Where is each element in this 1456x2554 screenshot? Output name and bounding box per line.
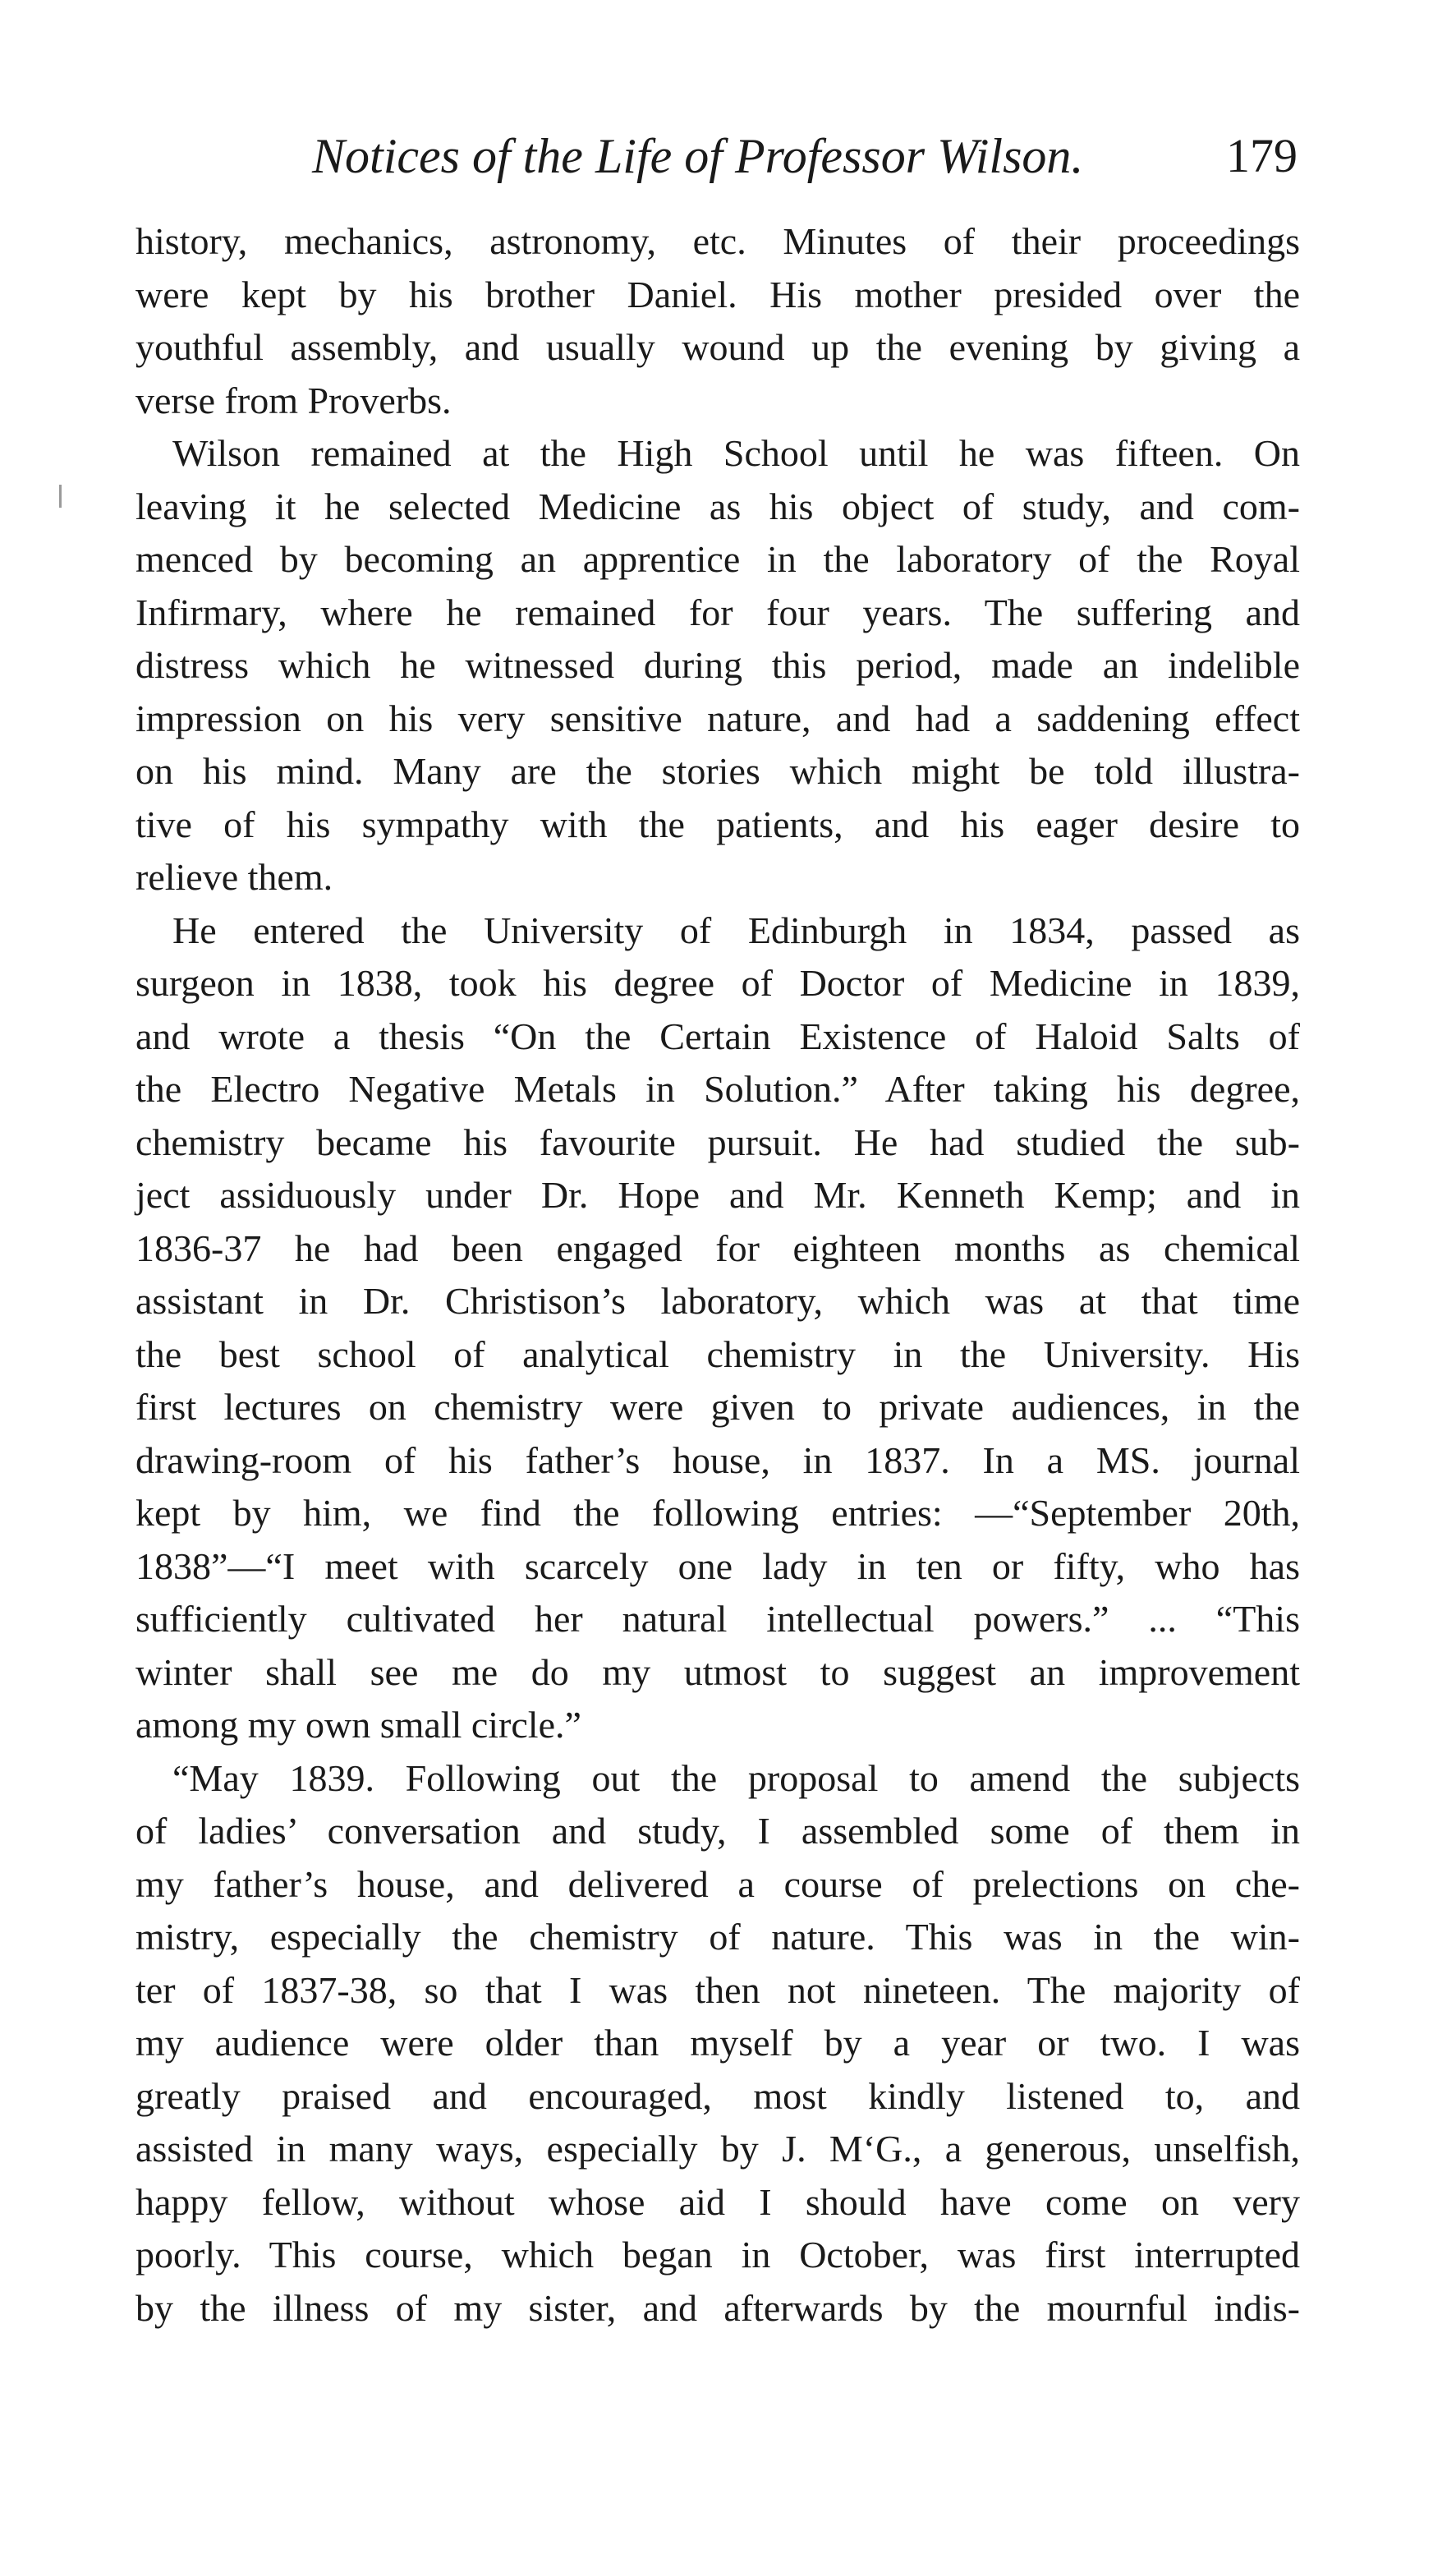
text-line: the Electro Negative Metals in Solution.” After taking his degree, bbox=[135, 1068, 1300, 1110]
text-line: relieve them. bbox=[135, 856, 333, 898]
text-line: the best school of analytical chemistry in the University. His bbox=[135, 1332, 1300, 1375]
text-line: chemistry became his favourite pursuit. He had studied the sub- bbox=[135, 1121, 1300, 1163]
text-line: surgeon in 1838, took his degree of Doctor of Medicine in 1839, bbox=[135, 962, 1300, 1004]
running-title: Notices of the Life of Professor Wilson. bbox=[312, 129, 1084, 183]
text-line: leaving it he selected Medicine as his object of study, and com- bbox=[135, 485, 1300, 527]
text-line: ject assiduously under Dr. Hope and Mr. Kenneth Kemp; and in bbox=[135, 1174, 1300, 1216]
text-line: assisted in many ways, especially by J. M‘G., a generous, unselfish, bbox=[135, 2128, 1300, 2170]
text-line: mistry, especially the chemistry of nature. This was in the win- bbox=[135, 1916, 1300, 1958]
text-line: were kept by his brother Daniel. His mother presided over the bbox=[135, 273, 1300, 315]
text-line: my audience were older than myself by a year or two. I was bbox=[135, 2022, 1300, 2064]
running-head bbox=[312, 119, 1314, 193]
text-line: drawing-room of his father’s house, in 1837. In a MS. journal bbox=[135, 1438, 1300, 1481]
text-line: 1836-37 he had been engaged for eighteen months as chemical bbox=[135, 1226, 1300, 1269]
text-line: happy fellow, without whose aid I should have come on very bbox=[135, 2180, 1300, 2223]
text-line: first lectures on chemistry were given to private audiences, in the bbox=[135, 1386, 1300, 1428]
text-line: menced by becoming an apprentice in the laboratory of the Royal bbox=[135, 538, 1300, 580]
text-line: on his mind. Many are the stories which might be told illustra- bbox=[135, 750, 1300, 792]
text-line: greatly praised and encouraged, most kindly listened to, and bbox=[135, 2074, 1300, 2117]
text-line: tive of his sympathy with the patients, and his eager desire to bbox=[135, 803, 1300, 845]
text-line: impression on his very sensitive nature, and had a saddening effect bbox=[135, 697, 1300, 739]
text-line: of ladies’ conversation and study, I assembled some of them in bbox=[135, 1810, 1300, 1852]
body-text bbox=[135, 215, 1300, 2335]
text-line: sufficiently cultivated her natural intellectual powers.” ... “This bbox=[135, 1598, 1300, 1640]
text-line: distress which he witnessed during this period, made an indelible bbox=[135, 644, 1300, 686]
text-line: assistant in Dr. Christison’s laboratory, which was at that time bbox=[135, 1280, 1300, 1322]
text-line: Infirmary, where he remained for four years. The suffering and bbox=[135, 591, 1300, 633]
text-line: poorly. This course, which began in October, was first interrupted bbox=[135, 2234, 1300, 2276]
text-line: winter shall see me do my utmost to suggest an improvement bbox=[135, 1650, 1300, 1693]
text-line: among my own small circle.” bbox=[135, 1704, 581, 1746]
text-line: history, mechanics, astronomy, etc. Minutes of their proceedings bbox=[135, 220, 1300, 262]
text-line: Wilson remained at the High School until he was fifteen. On bbox=[172, 432, 1300, 474]
text-line: my father’s house, and delivered a course of prelections on che- bbox=[135, 1862, 1300, 1905]
text-line: 1838”—“I meet with scarcely one lady in ten or fifty, who has bbox=[135, 1544, 1300, 1587]
text-line: youthful assembly, and usually wound up the evening by giving a bbox=[135, 326, 1300, 368]
text-line: and wrote a thesis “On the Certain Existence of Haloid Salts of bbox=[135, 1015, 1300, 1057]
text-line: “May 1839. Following out the proposal to amend the subjects bbox=[172, 1756, 1300, 1799]
margin-mark bbox=[59, 485, 62, 508]
text-line: kept by him, we find the following entries: —“September 20th, bbox=[135, 1492, 1300, 1534]
text-line: verse from Proverbs. bbox=[135, 379, 452, 421]
text-line: by the illness of my sister, and afterwards by the mournful indis- bbox=[135, 2286, 1300, 2329]
text-line: He entered the University of Edinburgh in 1834, passed as bbox=[172, 909, 1300, 951]
page-number: 179 bbox=[1226, 129, 1298, 182]
text-line: ter of 1837-38, so that I was then not nineteen. The majority of bbox=[135, 1968, 1300, 2011]
